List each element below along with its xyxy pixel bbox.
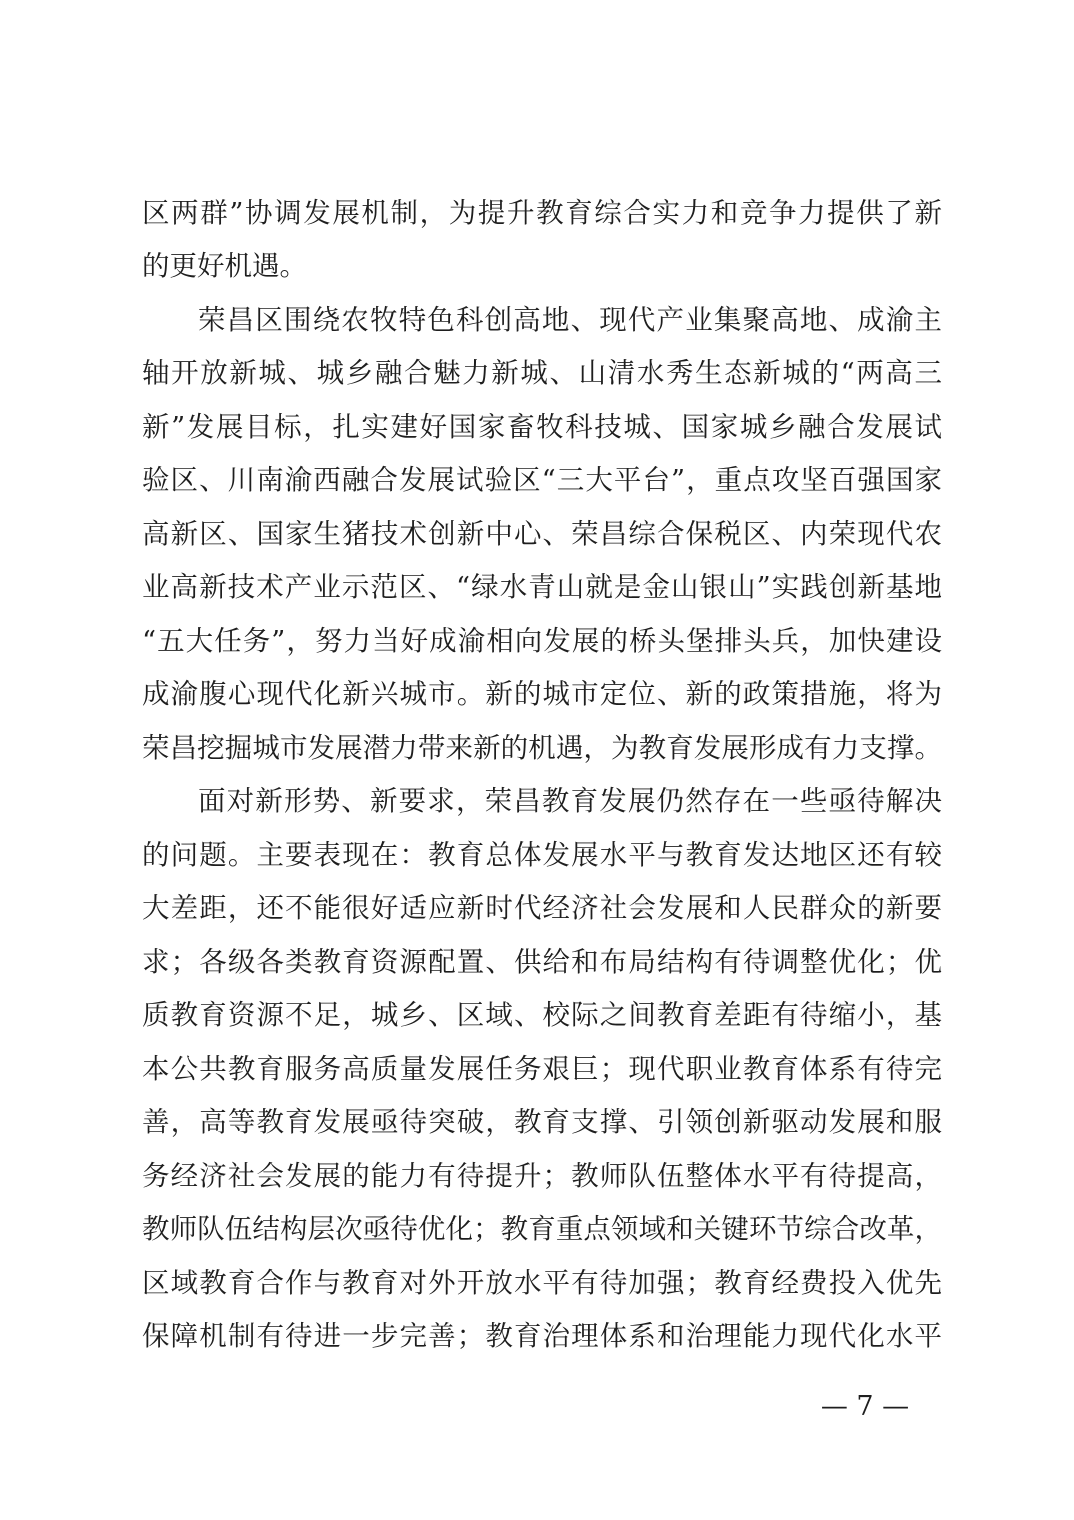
paragraph-3-line-9: 教师队伍结构层次亟待优化；教育重点领域和关键环节综合改革，: [142, 1213, 942, 1245]
paragraph-2-line-5: 高新区、国家生猪技术创新中心、荣昌综合保税区、内荣现代农: [142, 518, 942, 550]
paragraph-3-line-5: 质教育资源不足，城乡、区域、校际之间教育差距有待缩小，基: [142, 999, 942, 1031]
paragraph-3-line-10: 区域教育合作与教育对外开放水平有待加强；教育经费投入优先: [142, 1267, 942, 1299]
paragraph-3-line-3: 大差距，还不能很好适应新时代经济社会发展和人民群众的新要: [142, 892, 942, 924]
paragraph-3-line-8: 务经济社会发展的能力有待提升；教师队伍整体水平有待提高，: [142, 1160, 942, 1192]
paragraph-1-line-2: 的更好机遇。: [142, 250, 307, 282]
paragraph-2-line-8: 成渝腹心现代化新兴城市。新的城市定位、新的政策措施，将为: [142, 678, 942, 710]
page-number: — 7 —: [820, 1391, 910, 1422]
paragraph-3-line-6: 本公共教育服务高质量发展任务艰巨；现代职业教育体系有待完: [142, 1053, 942, 1085]
paragraph-3-line-7: 善，高等教育发展亟待突破，教育支撑、引领创新驱动发展和服: [142, 1106, 942, 1138]
paragraph-2-line-9: 荣昌挖掘城市发展潜力带来新的机遇，为教育发展形成有力支撑。: [142, 732, 942, 764]
paragraph-2-line-6: 业高新技术产业示范区、“绿水青山就是金山银山”实践创新基地: [142, 571, 942, 603]
paragraph-2-line-7: “五大任务”，努力当好成渝相向发展的桥头堡排头兵，加快建设: [142, 625, 942, 657]
paragraph-2-line-2: 轴开放新城、城乡融合魅力新城、山清水秀生态新城的“两高三: [142, 357, 942, 389]
paragraph-2-line-4: 验区、川南渝西融合发展试验区“三大平台”，重点攻坚百强国家: [142, 464, 942, 496]
paragraph-3-line-4: 求；各级各类教育资源配置、供给和布局结构有待调整优化；优: [142, 946, 942, 978]
paragraph-3-line-11: 保障机制有待进一步完善；教育治理体系和治理能力现代化水平: [142, 1320, 942, 1352]
paragraph-1-line-1: 区两群”协调发展机制，为提升教育综合实力和竞争力提供了新: [142, 197, 942, 229]
paragraph-3-line-2: 的问题。主要表现在：教育总体发展水平与教育发达地区还有较: [142, 839, 942, 871]
paragraph-2-line-3: 新”发展目标，扎实建好国家畜牧科技城、国家城乡融合发展试: [142, 411, 942, 443]
paragraph-2-line-1: 荣昌区围绕农牧特色科创高地、现代产业集聚高地、成渝主: [198, 304, 942, 336]
paragraph-3-line-1: 面对新形势、新要求，荣昌教育发展仍然存在一些亟待解决: [198, 785, 942, 817]
